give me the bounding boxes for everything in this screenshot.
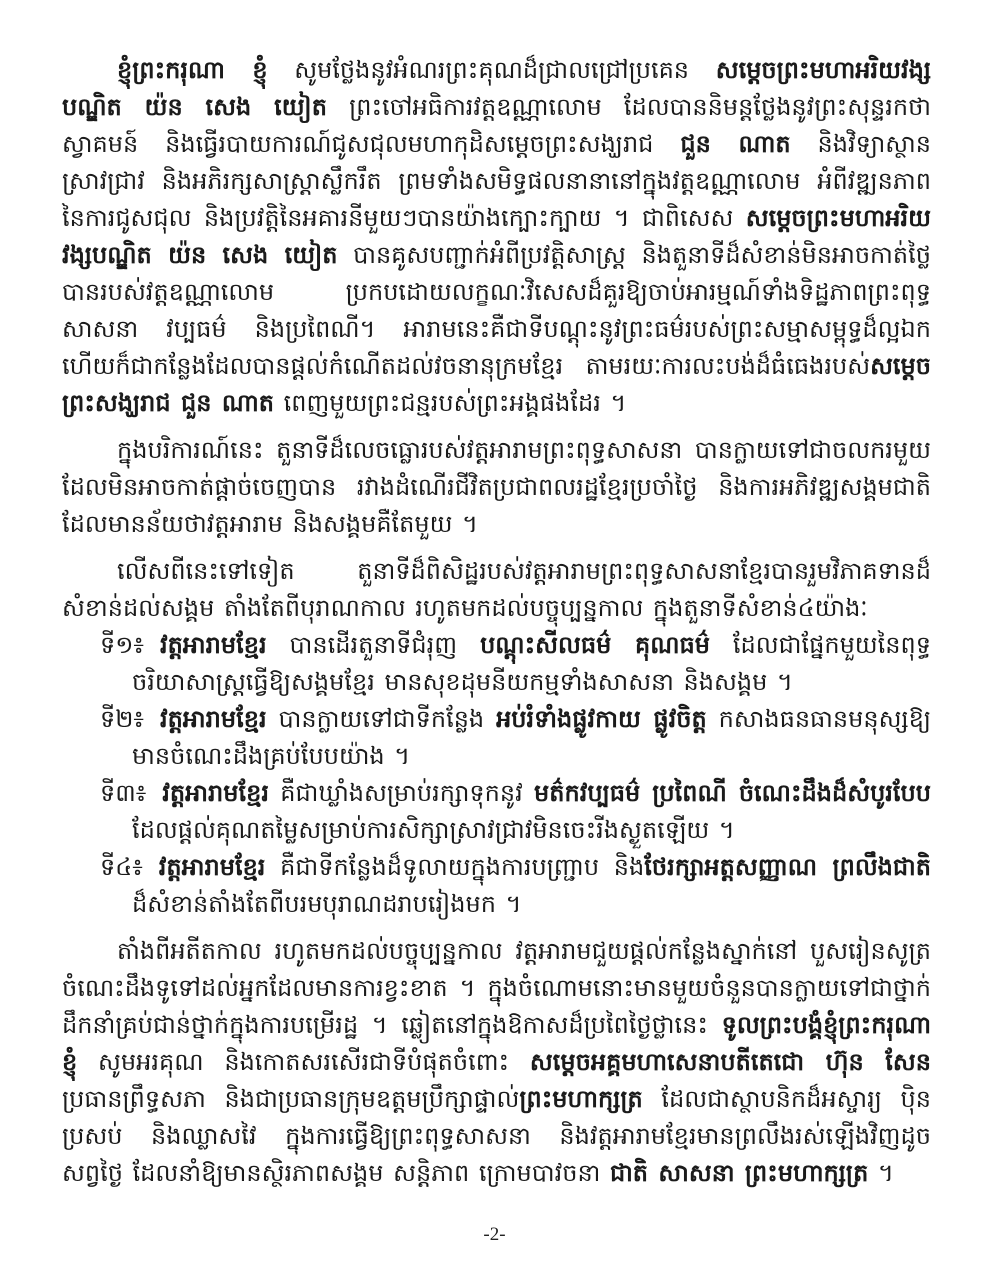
text-segment: ព្រះចៅអធិការវត្តឧណ្ណាលោម ដែលបាននិមន្តថ្លែងនូវព្រះសុន្ទរកថាស្វាគមន៍ និងធ្វើរបាយការណ៍ជូសជុលមហាកុដិសម្តេចព្រះសង្ឃរាជ [62,93,931,158]
text-segment: កសាងធនធានមនុស្សឱ្យមានចំណេះដឹងគ្រប់បែបយ៉ាង ។ [132,705,931,770]
bold-text-segment: ជួន ណាត [680,130,791,158]
list-item-2 [62,701,931,775]
document-body [62,52,931,1192]
page-number: -2- [483,1224,506,1245]
list-item-3-text [132,779,931,844]
text-segment: សូមអរគុណ និងកោតសរសើរជាទីបំផុតចំពោះ [77,1048,530,1076]
bold-text-segment: ទូលព្រះបង្គំខ្ញុំព្រះករុណា ខ្ញុំ [62,1011,931,1076]
bold-text-segment: មត៌កវប្បធម៌ ប្រពៃណី ចំណេះដឹងដ៏សំបូរបែប [534,779,931,807]
paragraph-four-roles-intro [62,553,931,627]
list-item-2-number: ទី២៖ [100,705,144,733]
bold-text-segment: សម្តេចព្រះមហាអរិយវង្ស បណ្ឌិត យ៉ន សេង យៀត [62,56,931,121]
text-segment: បានក្លាយទៅជាទីកន្លែង [266,705,497,733]
bold-text-segment: សម្តេចអគ្គមហាសេនាបតីតេជោ ហ៊ុន សែន [529,1048,932,1076]
list-item-4 [62,849,931,923]
bold-text-segment: សម្តេចព្រះសង្ឃរាជ ជួន ណាត [62,352,931,417]
text-segment: តាំងពីអតីតកាល រហូតមកដល់បច្ចុប្បន្នកាល វត្តអារាមជួយផ្តល់កន្លែងស្នាក់នៅ បួសរៀនសូត្រចំណេះដឹងទូទៅដល់អ្នកដែលមានការខ្វះខាត ។ ក្នុងចំណោមនោះមានមួយចំនួនបានក្លាយទៅជាថ្នាក់ដឹកនាំគ្រប់ជាន់ថ្នាក់ក្នុងការបម្រើរដ្ឋ ។ ឆ្លៀតនៅក្នុងឱកាសដ៏ប្រពៃថ្ងៃថ្លានេះ [62,937,931,1039]
list-item-1 [62,627,931,701]
paragraph-acknowledgement [62,52,931,422]
bold-text-segment: សម្តេចព្រះមហាអរិយវង្សបណ្ឌិត យ៉ន សេង យៀត [62,204,931,269]
bold-text-segment: វត្តអារាមខ្មែរ [159,631,267,659]
text-segment: ដែលជាផ្នែកមួយនៃពុទ្ធចរិយាសាស្ត្រធ្វើឱ្យសង្គមខ្មែរ មានសុខដុមនីយកម្មទាំងសាសនា និងសង្គម ។ [132,631,931,696]
bold-text-segment: វត្តអារាមខ្មែរ [162,779,269,807]
text-segment: គឺជាឃ្លាំងសម្រាប់រក្សាទុកនូវ [268,779,535,807]
list-item-4-number: ទី៤៖ [100,853,143,881]
paragraph-gratitude-hun-sen [62,933,931,1192]
bold-text-segment: ជាតិ សាសនា ព្រះមហាក្សត្រ [609,1159,869,1187]
bold-text-segment: ថែរក្សាអត្តសញ្ញាណ ព្រលឹងជាតិ [644,853,931,881]
text-segment: បានគូសបញ្ជាក់អំពីប្រវត្តិសាស្ត្រ និងតួនាទីដ៏សំខាន់មិនអាចកាត់ថ្លៃបានរបស់វត្តឧណ្ណាលោម ប្រកបដោយលក្ខណៈវិសេសដ៏គួរឱ្យចាប់អារម្មណ៍ទាំងទិដ្ឋភាពព្រះពុទ្ធសាសនា វប្បធម៌ និងប្រពៃណី។ អារាមនេះគឺជាទីបណ្តុះនូវព្រះធម៌របស់ព្រះសម្មាសម្ពុទ្ធដ៏ល្អឯក ហើយក៏ជាកន្លែងដែលបានផ្តល់កំណើតដល់វចនានុក្រមខ្មែរ តាមរយៈការលះបង់ដ៏ធំធេងរបស់ [62,241,931,380]
bold-text-segment: បណ្តុះសីលធម៌ គុណធម៌ [480,631,710,659]
list-item-1-text [132,631,931,696]
list-item-2-text [132,705,931,770]
list-item-4-text [132,853,931,918]
text-segment: ពេញមួយព្រះជន្មរបស់ព្រះអង្គផងដែរ ។ [273,389,627,417]
list-item-3 [62,775,931,849]
text-segment: ។ [868,1159,894,1187]
text-segment: គឺជាទីកន្លែងដ៏ទូលាយក្នុងការបញ្ជ្រាប និង [265,853,645,881]
text-segment: ដែលជាស្ថាបនិកដ៏អស្ចារ្យ ប៉ិនប្រសប់ និងឈ្លាសវៃ ក្នុងការធ្វើឱ្យព្រះពុទ្ធសាសនា និងវត្តអារាមខ្មែរមានព្រលឹងរស់ឡើងវិញដូចសព្វថ្ងៃ ដែលនាំឱ្យមានស្ថិរភាពសង្គម សន្តិភាព ក្រោមបាវចនា [62,1085,932,1187]
text-segment: ប្រធានព្រឹទ្ធសភា និងជាប្រធានក្រុមឧត្តមប្រឹក្សាផ្ទាល់ [62,1085,520,1113]
text-segment: ក្នុងបរិការណ៍នេះ តួនាទីដ៏លេចធ្លោរបស់វត្តអារាមព្រះពុទ្ធសាសនា បានក្លាយទៅជាចលករមួយដែលមិនអាចកាត់ផ្តាច់ចេញបាន រវាងដំណើរជីវិតប្រជាពលរដ្ឋខ្មែរប្រចាំថ្ងៃ និងការអភិវឌ្ឍសង្គមជាតិ ដែលមានន័យថាវត្តអារាម និងសង្គមគឺតែមួយ ។ [62,436,931,538]
bold-text-segment: អប់រំទាំងផ្លូវកាយ ផ្លូវចិត្ត [496,705,707,733]
bold-text-segment: វត្តអារាមខ្មែរ [159,705,267,733]
text-segment: លើសពីនេះទៅទៀត តួនាទីដ៏ពិសិដ្ឋរបស់វត្តអារាមព្រះពុទ្ធសាសនាខ្មែរបានរួមវិភាគទានដ៏សំខាន់ដល់សង្គម តាំងតែពីបុរាណកាល រហូតមកដល់បច្ចុប្បន្នកាល ក្នុងតួនាទីសំខាន់៤យ៉ាងៈ [62,557,931,622]
bold-text-segment: ព្រះមហាក្សត្រ [519,1085,643,1113]
list-item-3-number: ទី៣៖ [100,779,147,807]
text-segment: ដែលផ្តល់គុណតម្លៃសម្រាប់ការសិក្សាស្រាវជ្រាវមិនចេះរីងស្ងួតឡើយ ។ [132,816,735,844]
numbered-list [62,627,931,923]
bold-text-segment: ខ្ញុំព្រះករុណា ខ្ញុំ [117,56,268,84]
text-segment: បានដើរតួនាទីជំរុញ [266,631,481,659]
text-segment: សូមថ្លែងនូវអំណរព្រះគុណដ៏ជ្រាលជ្រៅប្រគេន [267,56,716,84]
text-segment: និងវិទ្យាស្ថានស្រាវជ្រាវ និងអភិរក្សសាស្ត្រាស្លឹករឹត ព្រមទាំងសមិទ្ធផលនានានៅក្នុងវត្តឧណ្ណាលោម អំពីវឌ្ឍនភាពនៃការជូសជុល និងប្រវត្តិនៃអគារនីមួយៗបានយ៉ាងក្បោះក្បាយ ។ ជាពិសេស [62,130,931,232]
paragraph-pagoda-role [62,432,931,543]
bold-text-segment: វត្តអារាមខ្មែរ [158,853,266,881]
text-segment: ដ៏សំខាន់តាំងតែពីបរមបុរាណដរាបរៀងមក ។ [132,890,522,918]
list-item-1-number: ទី១៖ [100,631,144,659]
